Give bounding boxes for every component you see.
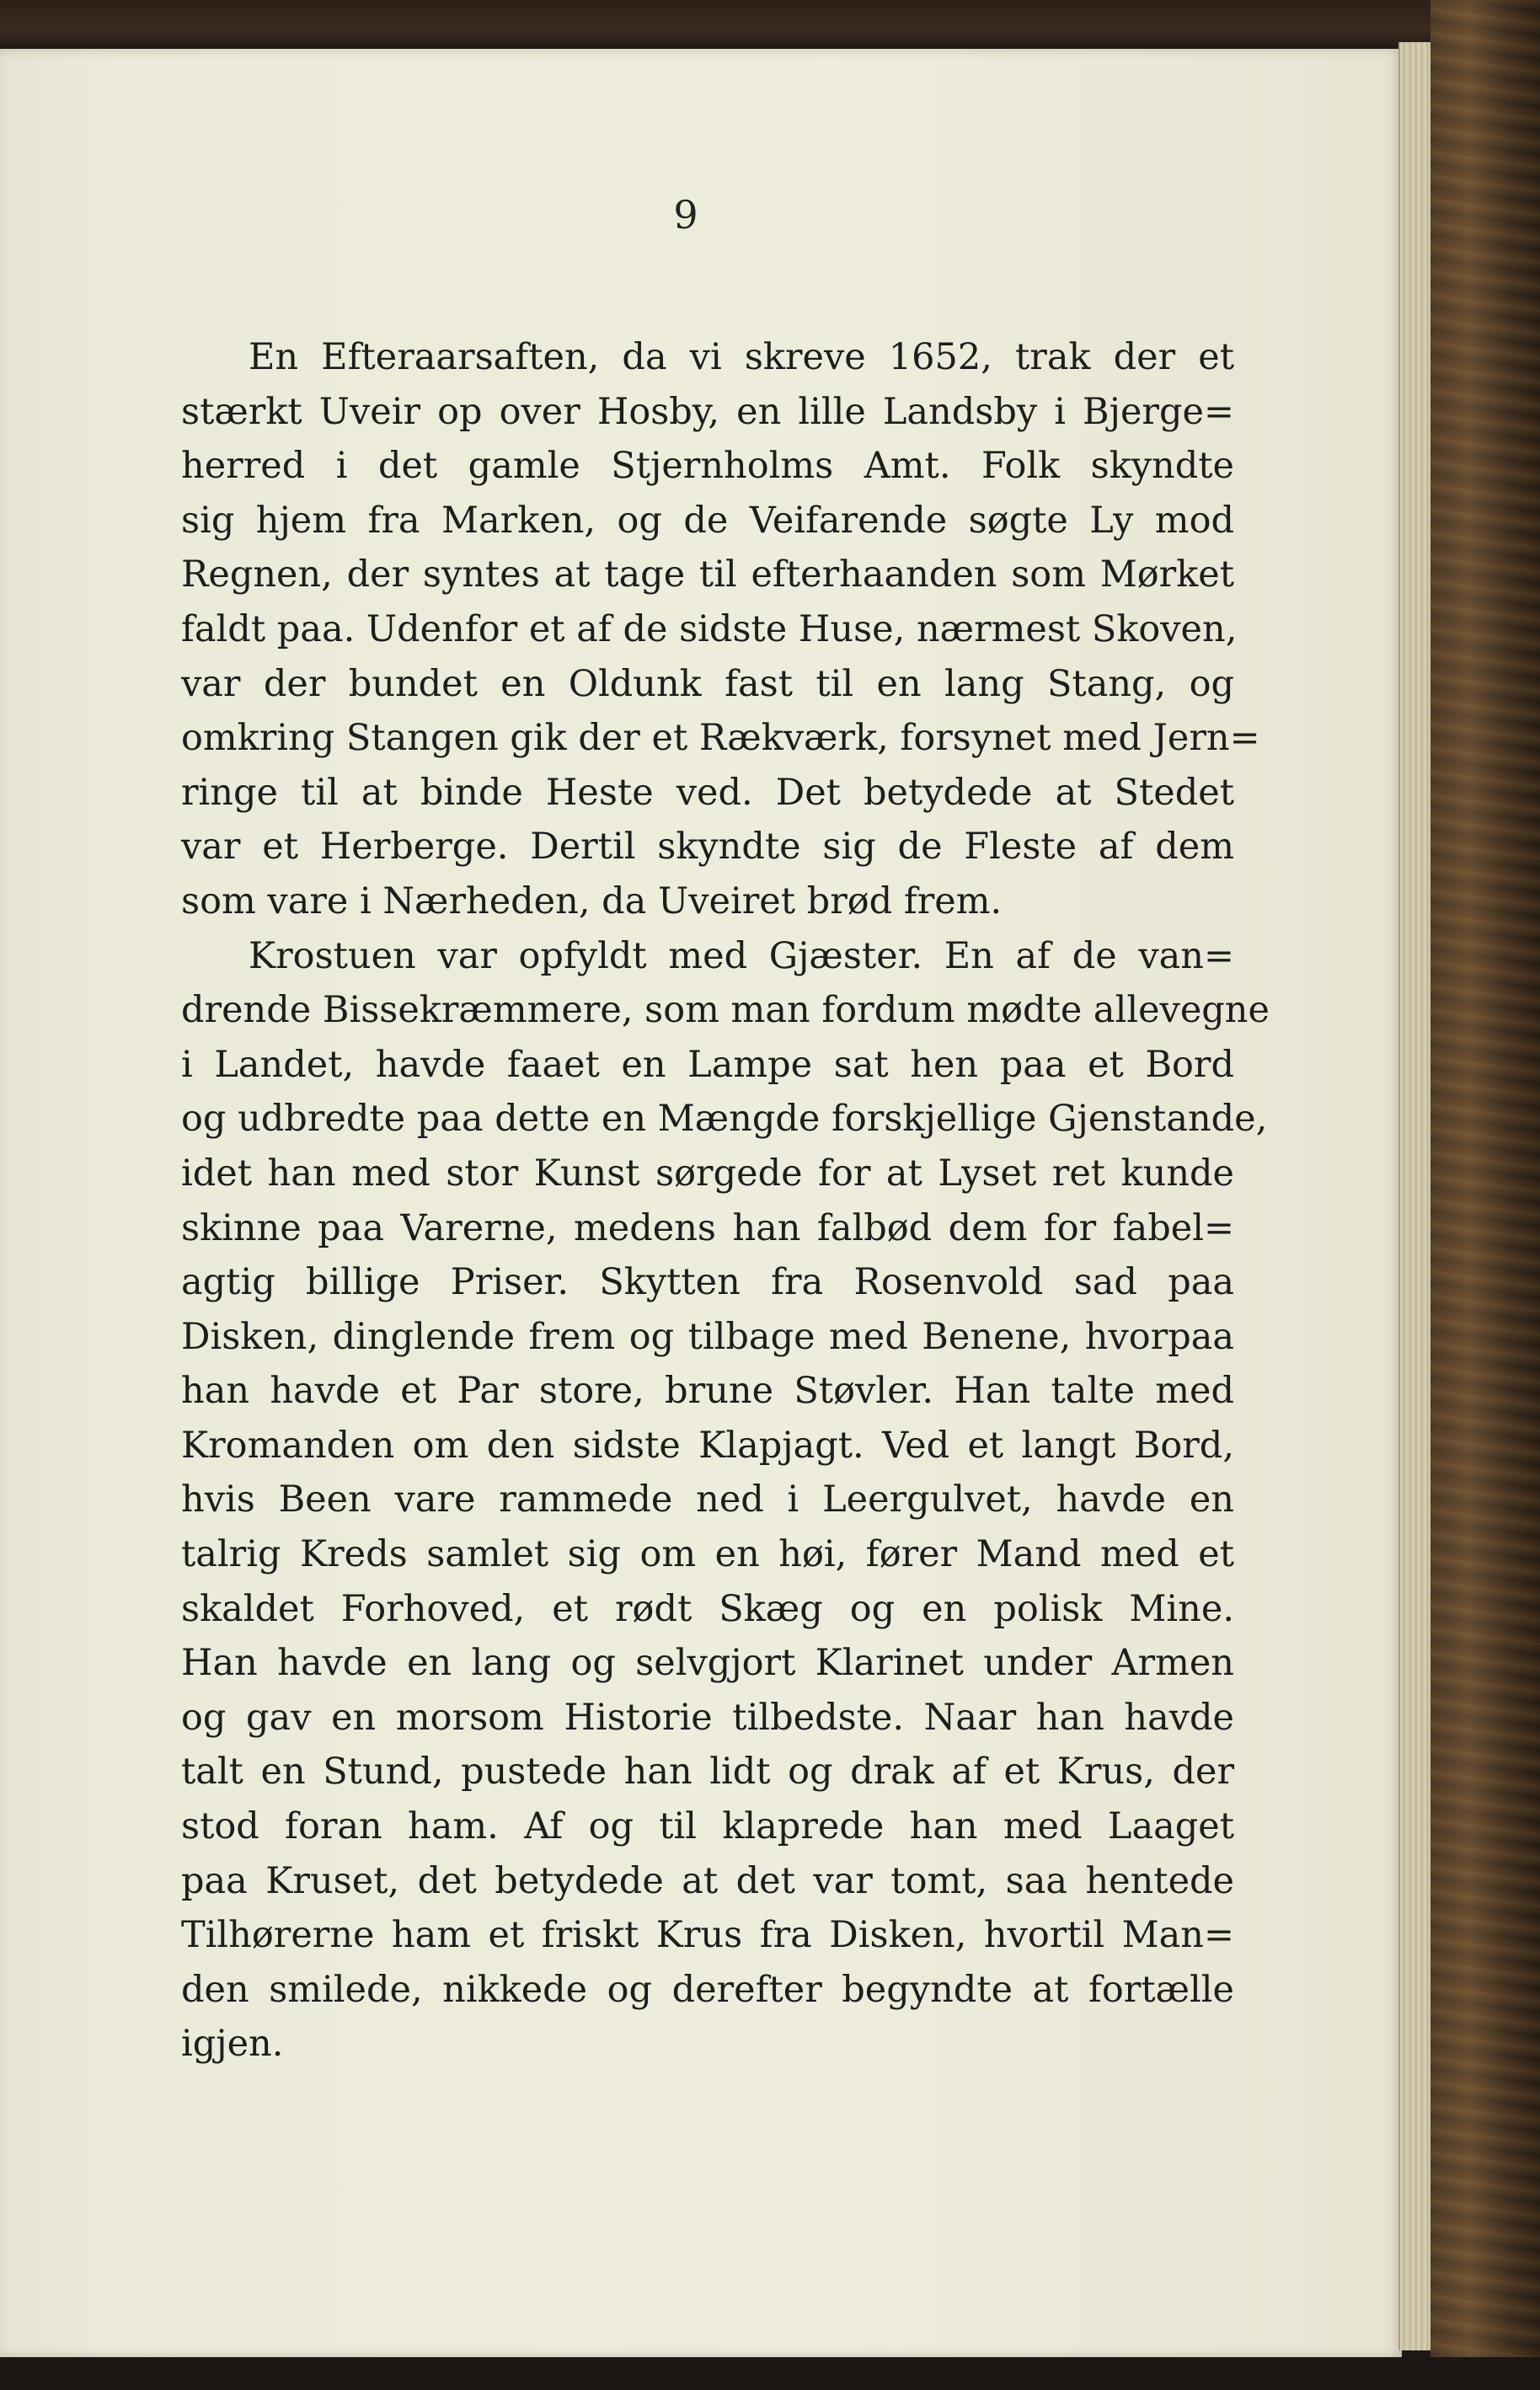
text-line: faldt paa. Udenfor et af de sidste Huse, nærmest Skoven, xyxy=(181,607,1238,650)
text-line: stærkt Uveir op over Hosby, en lille Landsby i Bjerge= xyxy=(181,390,1234,433)
text-line: og gav en morsom Historie tilbedste. Naar han havde xyxy=(181,1696,1234,1739)
book-binding-top xyxy=(0,0,1540,51)
text-line: skinne paa Varerne, medens han falbød dem for fabel= xyxy=(181,1206,1234,1249)
text-line: agtig billige Priser. Skytten fra Rosenvold sad paa xyxy=(181,1261,1234,1304)
text-line: hvis Been vare rammede ned i Leergulvet, havde en xyxy=(181,1478,1234,1521)
text-line: sig hjem fra Marken, og de Veifarende søgte Ly mod xyxy=(181,499,1234,542)
text-line: skaldet Forhoved, et rødt Skæg og en polisk Mine. xyxy=(181,1587,1234,1630)
text-line: var der bundet en Oldunk fast til en lang Stang, og xyxy=(181,662,1234,705)
book-page xyxy=(0,49,1402,2357)
text-line: igjen. xyxy=(181,2023,284,2066)
text-line: Regnen, der syntes at tage til efterhaanden som Mørket xyxy=(181,553,1234,596)
text-line: idet han med stor Kunst sørgede for at Lyset ret kunde xyxy=(181,1152,1234,1195)
text-line: herred i det gamle Stjernholms Amt. Folk skyndte xyxy=(181,445,1234,488)
text-line: Krostuen var opfyldt med Gjæster. En af de van= xyxy=(249,934,1234,977)
background-bottom xyxy=(0,2357,1540,2390)
page-number: 9 xyxy=(673,192,698,238)
text-line: paa Kruset, det betydede at det var tomt, saa hentede xyxy=(181,1859,1234,1902)
text-line: En Efteraarsaften, da vi skreve 1652, trak der et xyxy=(249,336,1234,378)
text-line: drende Bissekræmmere, som man fordum mødte allevegne xyxy=(181,989,1270,1032)
text-line: talt en Stund, pustede han lidt og drak af et Krus, der xyxy=(181,1751,1234,1794)
text-line: stod foran ham. Af og til klaprede han med Laaget xyxy=(181,1805,1234,1848)
paragraph-1 xyxy=(181,330,1260,929)
text-line: som vare i Nærheden, da Uveiret brød frem. xyxy=(181,880,1003,922)
text-line: den smilede, nikkede og derefter begyndte at fortælle xyxy=(181,1968,1234,2011)
text-line: han havde et Par store, brune Støvler. Han talte med xyxy=(181,1370,1234,1413)
text-line: Disken, dinglende frem og tilbage med Benene, hvorpaa xyxy=(181,1315,1234,1358)
text-line: og udbredte paa dette en Mængde forskjellige Gjenstande, xyxy=(181,1098,1268,1141)
paragraph-2 xyxy=(181,929,1270,2072)
text-line: Tilhørerne ham et friskt Krus fra Disken, hvortil Man= xyxy=(181,1914,1234,1957)
text-line: omkring Stangen gik der et Rækværk, forsynet med Jern= xyxy=(181,717,1260,760)
text-line: ringe til at binde Heste ved. Det betydede at Stedet xyxy=(181,771,1234,814)
text-line: Han havde en lang og selvgjort Klarinet under Armen xyxy=(181,1642,1234,1685)
text-line: Kromanden om den sidste Klapjagt. Ved et langt Bord, xyxy=(181,1424,1234,1467)
body-text xyxy=(181,330,1270,2072)
text-line: i Landet, havde faaet en Lampe sat hen paa et Bord xyxy=(181,1043,1234,1086)
book-cover-edge xyxy=(1430,0,1540,2390)
text-line: var et Herberge. Dertil skyndte sig de Fleste af dem xyxy=(181,826,1234,869)
text-line: talrig Kreds samlet sig om en høi, fører Mand med et xyxy=(181,1533,1234,1576)
